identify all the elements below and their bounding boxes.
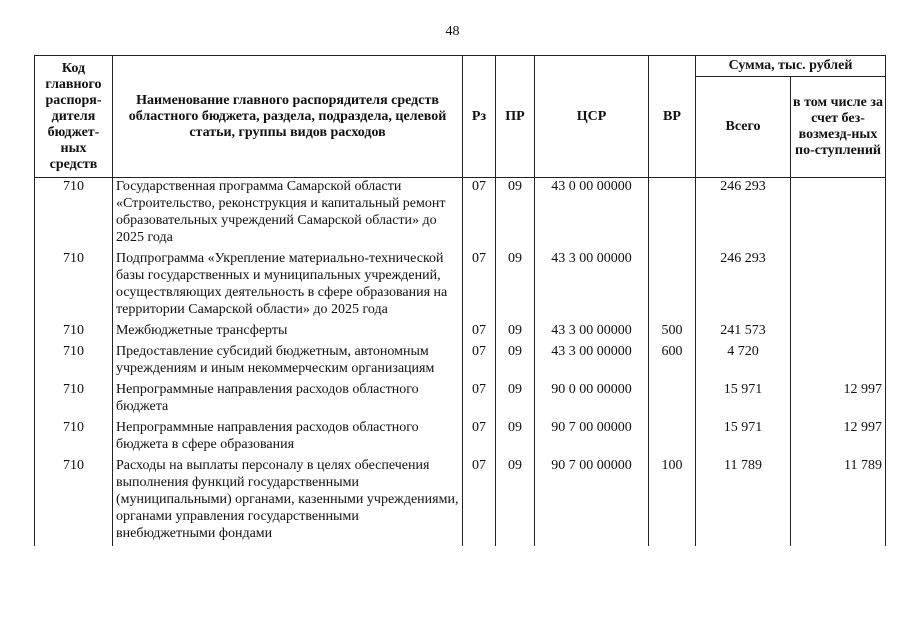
cell-code: 710	[35, 322, 113, 343]
table-row	[35, 250, 886, 322]
cell-pr: 09	[496, 419, 535, 457]
cell-rz: 07	[463, 250, 496, 322]
cell-code: 710	[35, 250, 113, 322]
header-gratis: в том числе за счет без-возмезд-ных по-ступлений	[791, 77, 886, 178]
cell-code: 710	[35, 457, 113, 546]
cell-code: 710	[35, 381, 113, 419]
cell-code: 710	[35, 343, 113, 381]
cell-vr: 600	[649, 343, 696, 381]
table-row	[35, 343, 886, 381]
cell-name: Межбюджетные трансферты	[113, 322, 463, 343]
table-row	[35, 178, 886, 251]
table-row	[35, 457, 886, 546]
cell-csr: 43 3 00 00000	[535, 250, 649, 322]
header-total: Всего	[696, 77, 791, 178]
cell-pr: 09	[496, 343, 535, 381]
cell-csr: 90 7 00 00000	[535, 419, 649, 457]
cell-csr: 43 0 00 00000	[535, 178, 649, 251]
cell-pr: 09	[496, 322, 535, 343]
cell-vr	[649, 419, 696, 457]
cell-rz: 07	[463, 419, 496, 457]
cell-rz: 07	[463, 322, 496, 343]
cell-vr	[649, 178, 696, 251]
cell-csr: 90 0 00 00000	[535, 381, 649, 419]
cell-csr: 43 3 00 00000	[535, 343, 649, 381]
header-sum: Сумма, тыс. рублей	[696, 56, 886, 77]
header-name: Наименование главного распорядителя средств областного бюджета, раздела, подраздела, целевой статьи, группы видов расходов	[113, 56, 463, 178]
cell-gratis	[791, 343, 886, 381]
cell-rz: 07	[463, 343, 496, 381]
cell-pr: 09	[496, 381, 535, 419]
header-pr: ПР	[496, 56, 535, 178]
cell-total: 11 789	[696, 457, 791, 546]
cell-gratis	[791, 250, 886, 322]
cell-pr: 09	[496, 178, 535, 251]
cell-name: Подпрограмма «Укрепление материально-технической базы государственных и муниципальных учреждений, осуществляющих деятельность в сфере образования на территории Самарской области» до 2025 года	[113, 250, 463, 322]
cell-vr: 500	[649, 322, 696, 343]
table-row	[35, 322, 886, 343]
header-csr: ЦСР	[535, 56, 649, 178]
cell-total: 246 293	[696, 178, 791, 251]
cell-name: Расходы на выплаты персоналу в целях обеспечения выполнения функций государственными (муниципальными) органами, казенными учреждениями, органами управления государственными внебюджетными фондами	[113, 457, 463, 546]
cell-csr: 90 7 00 00000	[535, 457, 649, 546]
cell-name: Государственная программа Самарской области «Строительство, реконструкция и капитальный ремонт образовательных учреждений Самарской области» до 2025 года	[113, 178, 463, 251]
cell-rz: 07	[463, 457, 496, 546]
cell-name: Непрограммные направления расходов областного бюджета в сфере образования	[113, 419, 463, 457]
cell-pr: 09	[496, 250, 535, 322]
cell-csr: 43 3 00 00000	[535, 322, 649, 343]
cell-gratis: 12 997	[791, 381, 886, 419]
cell-gratis: 12 997	[791, 419, 886, 457]
cell-name: Непрограммные направления расходов областного бюджета	[113, 381, 463, 419]
header-rz: Рз	[463, 56, 496, 178]
cell-rz: 07	[463, 381, 496, 419]
table-row	[35, 419, 886, 457]
cell-rz: 07	[463, 178, 496, 251]
cell-name: Предоставление субсидий бюджетным, автономным учреждениям и иным некоммерческим организациям	[113, 343, 463, 381]
cell-vr	[649, 381, 696, 419]
header-vr: ВР	[649, 56, 696, 178]
cell-total: 15 971	[696, 419, 791, 457]
cell-code: 710	[35, 178, 113, 251]
cell-code: 710	[35, 419, 113, 457]
cell-total: 246 293	[696, 250, 791, 322]
cell-total: 15 971	[696, 381, 791, 419]
header-code: Код главного распоря-дителя бюджет-ных средств	[35, 56, 113, 178]
budget-table	[34, 55, 886, 546]
cell-total: 4 720	[696, 343, 791, 381]
page-number: 48	[445, 24, 460, 39]
cell-pr: 09	[496, 457, 535, 546]
cell-total: 241 573	[696, 322, 791, 343]
cell-gratis	[791, 178, 886, 251]
header-row-1	[35, 56, 886, 77]
cell-vr: 100	[649, 457, 696, 546]
cell-vr	[649, 250, 696, 322]
table-row	[35, 381, 886, 419]
cell-gratis	[791, 322, 886, 343]
cell-gratis: 11 789	[791, 457, 886, 546]
